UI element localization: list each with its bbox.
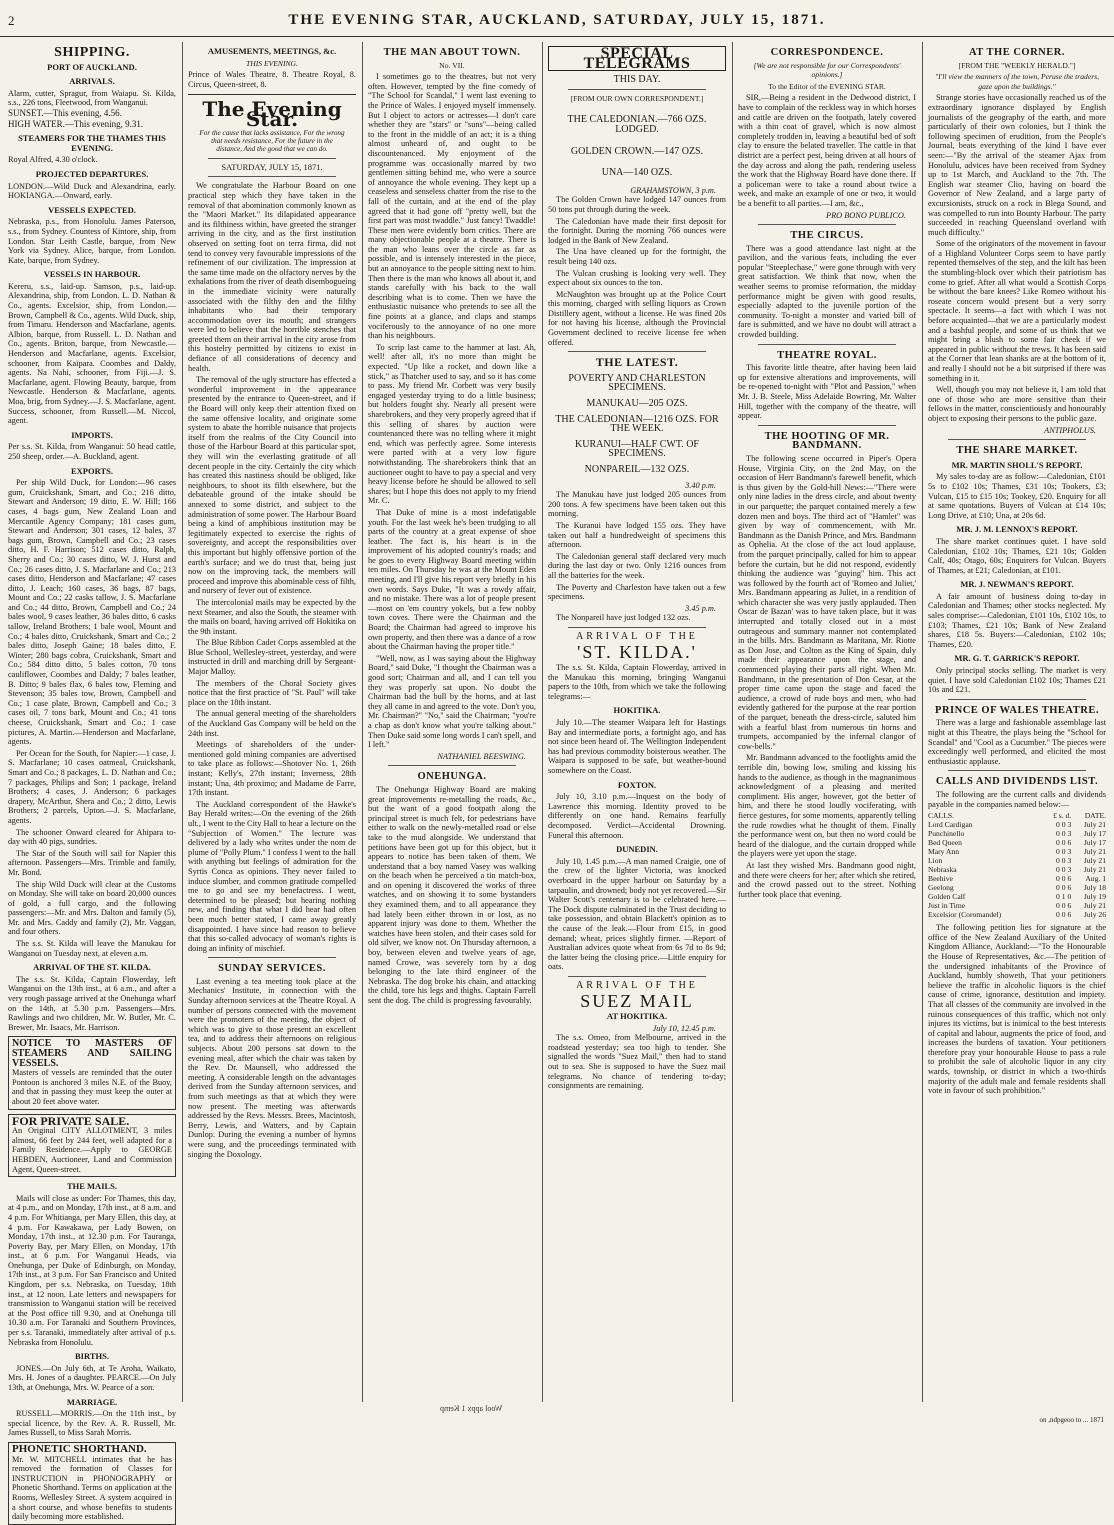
amount-cell: 0 0 6: [1056, 874, 1072, 884]
circus-title: THE CIRCUS.: [790, 230, 864, 242]
st-kilda-headline: 'ST. KILDA.': [577, 641, 697, 662]
telegram-para-3: The Una have cleaned up for the fortnight, the result being 140 ozs.: [548, 247, 726, 266]
corner-title: AT THE CORNER.: [969, 47, 1065, 58]
man-para-1: I sometimes go to the theatres, but not very often. However, tempted by the fine comedy of "The School for Scandal," I went last evening to the Prince of Wales. I enjoyed myself immensely. But I object to actors or actresses—I don't care whether they are "stars" or "suns"—being called to the front in the middle of an act; it is a thing almost unheard of, and ought to be discountenanced. My enjoyment of the programme was occasionally marred by two gentlemen sitting behind me, who were a source of annoyance the whole evening. They kept up a ceaseless and senseless chatter from the rise to the fall of the curtain, and at the end of the play agreed that it had gone off "pretty well, but the first part was most twaddle." Just fancy! Twaddle! These men were evidently born critics. There are many objectionable people at a theatre. There is the man who leans over the circle as far as possible, and is intensely interested in the piece, but an annoyance to the people sitting next to him. Then there is the man who knows all about it, and stands carefully with his back to the wall describing what is to come. Then we have the enthusiastic nuisance who pretends to see all the fine points at a glance, and claps and stamps vociferously to the annoyance of no one more than his neighbours.: [368, 72, 536, 341]
corner-quote: "I'll view the manners of the town, Peruse the traders, gaze upon the buildings.": [934, 72, 1100, 91]
page-number: 2: [8, 13, 15, 28]
arrival-kilda-text: The s.s. St. Kilda, Captain Flowerday, left Wanganui on the 13th inst., at 6 a.m., and after a very rough passage arrived at the Onehunga wharf on the 14th, at 5.30 p.m. Passengers—Mrs. Rawlings and two children, Mr. W. Butler, Mr. C. Brewer, Mr. Isaacs, Mr. Harrison.: [8, 974, 176, 1032]
suez-date: July 10, 12.45 p.m.: [652, 1023, 716, 1033]
letter-text: SIR,—Being a resident in the Dedwood district, I have to complain of the reckless way in which horses and cattle are driven on the footpath, lately covered with a thin coat of gravel, which is now almost completely trodden in, leaving a beautiful bed of soft clay to ensure the belated traveller. The cattle in that district are a perfect pest, being driven at all hours of the day across and along the path, rendering useless the work that the Highway Board have done there. If a policeman were to take a round about twice a week, and make an example of one or two, it would be a benefit to all parties.—I am, &c.,: [738, 93, 916, 208]
table-row: [928, 865, 1106, 874]
column-rule: [542, 42, 543, 1402]
masthead-rule: [0, 36, 1114, 37]
high-water-text: HIGH WATER.—This evening, 9.31.: [8, 118, 144, 129]
company-cell: Bed Queen: [928, 838, 962, 848]
from-correspondent: [FROM OUR OWN CORRESPONDENT.]: [570, 93, 704, 103]
latest-para-3: The Caledonian general staff declared very much during the last day or two. Only 1216 ounces from all the batteries for the week.: [548, 551, 726, 580]
amusements-title: AMUSEMENTS, MEETINGS, &c.: [207, 46, 337, 56]
date-cell: July 18: [1083, 883, 1106, 893]
amount-cell: 0 0 6: [1056, 901, 1072, 911]
onehunga-title: ONEHUNGA.: [417, 771, 487, 783]
latest-para-1: The Manukau have just lodged 205 ounces from 200 tons. A few specimens have been taken out this morning.: [548, 490, 726, 519]
calls-header-cell: DATE.: [1084, 811, 1106, 821]
hokitika-text: July 10.—The steamer Waipara left for Hastings Bay and intermediate ports, a fortnight ago, and has not since been heard of. The Wellington Independent has had previous commodity boisterous weather. The Waipara is supposed to be safe, but weather-bound somewhere on the Coast.: [548, 718, 726, 776]
editorial-para-1: We congratulate the Harbour Board on one practical step which they have taken in the removal of that abomination commonly known as the "Maori Market." Its dilapidated appearance and its filthiness within, have greeted the stranger arriving in the city, and as the first institution observed on setting foot on terra firma, did not tend to convey very favourable impressions of the refinement of our civilization. The impression at the same time made on the olfactory nerves by the exhalations from the river of death disembogueing in the immediate vicinity were naturally associated with the filthy den and the filthy inhabitants who had their temporary accommodation over its mouth; and strangers were led to believe that the horrible stenches that greeted them on their arrival in the city arose from this hostelry permitted by citizens to exist in defiance of all considerations of decency and health.: [188, 181, 356, 373]
suez-mail-headline: SUEZ MAIL: [580, 990, 694, 1011]
column-telegrams: [544, 42, 730, 1402]
amount-cell: 0 0 3: [1056, 865, 1072, 875]
notice-masters-ad: [8, 1036, 176, 1109]
expected-text: Nebraska, p.s., from Honolulu. James Paterson, s.s., from Sydney. Countess of Kintore, ship, from London. Star Leith Castle, barque, from New York via Sydney. Alice, barque, from London. Kate, barque, from Sydney.: [8, 217, 176, 265]
hooting-text-2: Mr. Bandmann advanced to the footlights amid the terrible din, bowing low, smiling and kissing his hands to the audience, as though in the magnanimous acknowledgment of a pleasing and merited compliment. His anger, however, got the better of him, and there he stood loudly vociferating, with fierce gestures, for some moments, apparently telling the rude rowdies what he thought of them. Finally the performance went on, but then no word could be heard of the dialogue, and the curtain dropped while the players were yet upon the stage.: [738, 753, 916, 859]
shipping-news-2: The Star of the South will sail for Napier this afternoon. Passengers—Mrs. Trimble and family, Mr. Bond.: [8, 848, 176, 877]
hooting-text-3: At last they wished Mrs. Bandmann good night, and there were cheers for her; after which she retired, and the crowd passed out to the street. Nothing further took place that evening.: [738, 860, 916, 899]
headline-manukau: MANUKAU—205 OZS.: [586, 398, 688, 410]
paper-motto: For the cause that lacks assistance, For the wrong that needs resistance, For the future in the distance, And the good that we can do.: [199, 128, 345, 154]
editorial-para-5: The members of the Choral Society gives notice that the first practice of "St. Paul" will take place on the 18th instant.: [188, 678, 356, 707]
column-correspondence: [734, 42, 920, 1402]
editorial-para-7: Meetings of shareholders of the under-mentioned gold mining companies are advertised to take place as follows:—Shotover No. 1, 26th instant; Kelly's, 27th instant; Inverness, 28th instant; Una, 4th proximo; and Madame de Farre, 17th instant.: [188, 740, 356, 798]
table-row: [928, 883, 1106, 892]
imports-title: IMPORTS.: [71, 429, 113, 440]
calls-table: [928, 811, 1106, 919]
column-shipping: [4, 42, 180, 1522]
company-cell: Excelsior (Coromandel): [928, 910, 1002, 920]
marriage-title: MARRIAGE.: [66, 1396, 118, 1407]
divider: [948, 699, 1086, 700]
man-para-2: To scrip last came to the hammer at last. Ah, well! after all, it's no more than might be expected. "Up like a rocket, and down like a stick," as Thatcher used to say, and so it has come to pass. My friend Mr. Corbett was very busily engaged yesterday trying to do a little business; but holders fought shy. Nearly all present were sharebrokers, and they very properly agreed that if this selling of shares by auction were countenanced there was no telling where it might end, which was perfectly agree. Some interests were parted with at a very low figure notwithstanding. The sharebrokers think that an auctioneer ought to have to pay a special and very heavy license before he should be allowed to sell shares; but I hope this does not apply to my friend Mr. C.: [368, 342, 536, 506]
column-rule: [362, 42, 363, 1402]
to-editor: To the Editor of the EVENING STAR.: [768, 81, 886, 91]
suez-arrival-label: ARRIVAL OF THE: [576, 979, 698, 991]
correspondence-title: CORRESPONDENCE.: [770, 47, 884, 58]
headline-poverty: POVERTY AND CHARLESTON SPECIMENS.: [568, 372, 706, 394]
column-corner: [924, 42, 1110, 1402]
table-row: [928, 820, 1106, 829]
column-man-about-town: [364, 42, 540, 1402]
sunday-services-text: Last evening a tea meeting took place at the Mechanics' Institute, in connection with the Sunday afternoon services at the Theatre Royal. A number of persons connected with the movement were the promoters of the meeting, the object of which was to give to those present an excellent tea, and to address their afternoons on religious subjects. About 200 persons sat down to the evening meal, after which the chair was taken by the Rev. Dr. Maunsell, who addressed the meeting. A considerable length on the advantages derived from the Sunday afternoon services, and from such meetings as that at which they were now present. The meeting was afterwards addressed by the Revs. Messrs. Brees, Macintosh, Berry, Lewis, and Watters, and by Captain Dunlop. During the evening a number of hymns were sung, and the proceedings terminated with singing the Doxology.: [188, 976, 356, 1159]
projected-text: LONDON.—Wild Duck and Alexandrina, early. HOKIANGA.—Onward, early.: [8, 181, 176, 201]
date-cell: July 17: [1083, 829, 1106, 839]
telegram-para-5: McNaughton was brought up at the Police Court this morning, charged with selling liquors as Crown Distillery agent, without a license. He was fined 20s for not having his license, although the Provincial Government declined to receive license fee when offered.: [548, 289, 726, 347]
harbour-text: Kereru, s.s., laid-up. Samson, p.s., laid-up. Alexandrina, ship, from London. L. D. Nathan & Co., agents. Excelsior, ship, from London.—Brown, Campbell & Co., agents. Wild Duck, ship, from Timaru. Henderson and Macfarlane, agents. Albion, barque, from Russell. L. D. Nathan and Co., agents. Briton, barque, from Newcastle.—Henderson and Macfarlane, agents. Excelsior, schooner, from Kaipara. Coombes and Daldy, agents. Na Nahi, schooner, from Fiji.—J. S. Macfarlane, agent. Flowing Beauty, barque, from Newcastle. Henderson & Macfarlane, agents. Moa, brig, from Sydney.—J. S. Macfarlane, agent. Success, schooner, from Russell.—M. Niccol, agent.: [8, 281, 176, 426]
telegram-para-1: The Golden Crown have lodged 147 ounces from 50 tons put through during the week.: [548, 195, 726, 214]
expected-title: VESSELS EXPECTED.: [48, 204, 136, 215]
corner-para-1: Strange stories have occasionally reached us of the extraordinary ignorance displayed by English journalists of the geography of the earth, and more particularly of their own colonies, but I think the following specimen of erudition, from the People's Journal, beats everything of the kind I have ever seen:—"By the arrival of the steamer Ajax from Honolulu, advices have been received from Sydney up to 1st March, and Auckland to the 7th. The English war steamer Clio, having on board the Governor of New Zealand, and a large party of excursionists, struck on a rock in Blega Sound, and was compelled to run into Bounty Harbour. The party succeeded in reaching Queensland overland with much difficulty.": [928, 93, 1106, 237]
table-row: [928, 901, 1106, 910]
table-row: [928, 874, 1106, 883]
man-para-3: That Duke of mine is a most indefatigable youth. For the last week he's been trudging to all parts of the country at a great expense of shoe leather. The fact is, his heart is in the improvement of his adopted country's roads; and he goes to every Highway Board meeting within ten miles. On Thursday he was at the Mount Eden meeting, and I'll give his report very briefly in his own words. Says Duke, "It was a rowdy affair, and no mistake. There was a lot of people present—most on 'em country yokels, but a few nobby town coves. There were the Chairman and the Board; the Chairman had agreed to improve his own property, and then there was a dance of a row about the Chairman having the proper title.": [368, 507, 536, 652]
man-about-town-title: THE MAN ABOUT TOWN.: [383, 47, 521, 58]
calls-intro: The following are the current calls and dividends payable in the companies named below:—: [928, 789, 1106, 809]
phonetic-body: Mr. W. MITCHELL intimates that he has removed the formation of Classes for INSTRUCTION in PHONOGRAPHY or Phonetic Shorthand. Terms on application at the Rooms, Wellesley Street. A system acquired in a short course, and whose benefits to students daily becoming more established.: [12, 1454, 172, 1522]
company-cell: Just in Time: [928, 901, 966, 911]
special-telegrams-banner: SPECIAL TELEGRAMS: [548, 46, 726, 71]
time-stamp-1: 3.40 p.m.: [685, 480, 716, 490]
company-cell: Beehive: [928, 874, 953, 884]
divider: [568, 627, 706, 628]
company-cell: Geelong: [928, 883, 954, 893]
date-cell: Aug. 1: [1085, 874, 1106, 884]
marriage-text: RUSSELL—MORRIS.—On the 11th inst., by special licence, by the Rev. A. R. Russell, Mr. James Russell, to Miss Sarah Morris.: [8, 1409, 176, 1438]
sunset-text: SUNSET.—This evening, 4.56.: [8, 107, 122, 118]
headline-caledonian: THE CALEDONIAN.—766 OZS. LODGED.: [567, 114, 707, 135]
share-report-1: My sales to-day are as follow:—Caledonian, £101 5s to £102 10s; Thames, £31 10s; Tookers, £3; Vulcan, £15 to £15 10s; Tookey, £20. Enquiry for all at same quotations. Buyers of Vulcan at £14 10s; Long Drive, at £10; Una, at 20s 6d.: [928, 472, 1106, 520]
headline-kuranui: KURANUI—HALF CWT. OF SPECIMENS.: [575, 438, 699, 460]
man-signature: NATHANIEL BEESWING.: [437, 751, 526, 761]
editorial-para-4: The Blue Ribbon Cadet Corps assembled at the Blue School, Wellesley-street, yesterday, and were instructed in drill and marching drill by Sergeant-Major Malloy.: [188, 638, 356, 677]
harbour-title: VESSELS IN HARBOUR.: [43, 269, 141, 280]
share-market-title: THE SHARE MARKET.: [956, 445, 1078, 457]
masthead: [0, 0, 1114, 40]
date-cell: July 21: [1083, 856, 1106, 866]
exports-text: Per ship Wild Duck, for London:—96 cases gum, Cruickshank, Smart, and Co.; 216 ditto, Stewart and Anderson; 19 ditto, E. W. Hill; 166 cases, 4 bags gum, New Zealand Loan and Mercantile Agency Company; 181 cases gum, Stewart and Anderson; 301 cases, 12 bales, 37 bags gum, Brown, Campbell and Co.; 23 cases ditto, H. F. Harrison; 512 cases ditto, Ralph, Sherry and Co.; 30 cases ditto, W. J. Hurst and Co.; 26 cases ditto, J. S. Macfarlane and Co.; 213 cases ditto, Henderson and Macfarlane; 47 cases ditto, J. Leach; 160 cases, 36 bags, 87 bags, Mount and Co.; 22 casks tallow, J. S. Macfarlane and Co.; 44 ditto, Brown, Campbell and Co.; 24 bales wool, 9 cases leather, 36 bales ditto, 6 casks tallow, Ireland Brothers; 1 bale wool, Mount and Co.; 4 bales ditto, Cruickshank, Smart and Co.; 2 bales ditto, Joseph Gaine; 18 bales ditto, F. Winter; 280 bags cobra, Cruickshank, Smart and Co.; 584 ditto ditto, 5 bales cotton, 70 tons cauliflower, Coombes and Daldy; 7 bales leather, B. Ditto; 9 bales flax, 6 bales tow, Fleming and Stevenson; 35 bales tow, Brown, Campbell and Co.; 1 case plate, Brown, Campbell and Co.; 3 cases oil, 7 tons bark, Mount and Co.; 41 tons cheese, Cruickshank, Smart and Co.; 1 case pictures, A. Martin.—Henderson and Macfarlane, agents.: [8, 478, 176, 747]
amusements-text: Prince of Wales Theatre, 8. Theatre Royal, 8. Circus, Queen-street, 8.: [188, 70, 356, 89]
table-row: [928, 847, 1106, 856]
divider: [568, 351, 706, 352]
private-sale-ad: [8, 1114, 176, 1178]
private-sale-head: FOR PRIVATE SALE.: [12, 1113, 130, 1128]
shipping-news-3: The ship Wild Duck will clear at the Customs on Monday. She will take on board 20,000 ounces of gold, a full cargo, and the following passengers:—Mr. and Mrs. Dalton and family (5), Mr. and Mrs. Caddy and family (2), Mr. Vaggan, and four others.: [8, 879, 176, 937]
column-rule: [182, 42, 183, 1402]
shipping-news-4: The s.s. St. Kilda will leave the Manukau for Wanganui on Tuesday next, at eleven a.m.: [8, 939, 176, 958]
dunedin-text: July 10, 1.45 p.m.—A man named Craigie, one of the crew of the lighter Victoria, was knocked overboard in the upper harbour on Saturday by a tarpaulin, and drowned; body not yet recovered.—Sir Walter Scott's centenary is to be celebrated here.—The Dock dispute culminated in the Trust deciding to take possession, and obtain Blackett's opinion as to the cause of the leak.—Flour from £15, in good demand; wheat, prices slightly firmer. —Report of Australian advices quote wheat from 6s 7d to 8s 9d; the latter being the closing price.—Little enquiry for oats.: [548, 856, 726, 972]
divider: [948, 439, 1086, 440]
table-row: [928, 892, 1106, 901]
column-rule: [732, 42, 733, 1402]
share-report-2: The share market continues quiet. I have sold Caledonian, £102 10s; Thames, £21 10s; Golden Calf, 40s; Otago, 60s; Enquirers for Vulcan. Buyers of Thames, at £21; Caledonian, at £101.: [928, 536, 1106, 575]
amount-cell: 0 0 6: [1056, 883, 1072, 893]
amount-cell: 0 0 3: [1056, 856, 1072, 866]
table-row: [928, 856, 1106, 865]
sunday-services-title: SUNDAY SERVICES.: [218, 963, 326, 975]
headline-golden-crown: GOLDEN CROWN.—147 OZS.: [570, 145, 704, 157]
divider: [208, 158, 336, 159]
hokitika-title: HOKITIKA.: [613, 705, 661, 716]
private-sale-body: An Original CITY ALLOTMENT, 3 miles almost, 66 feet by 244 feet, well adapted for a Family Residence.—Apply to GEORGE HEBDEN, Auctioneer, Land and Commission Agent, Queen-street.: [12, 1126, 172, 1174]
headline-una: UNA—140 OZS.: [601, 167, 673, 179]
amount-cell: 0 0 3: [1056, 829, 1072, 839]
this-day-label: THIS DAY.: [613, 74, 661, 86]
at-hokitika-label: AT HOKITIKA.: [606, 1011, 668, 1022]
corner-para-3: Well, though you may not believe it, I am told that one of those who are more sensitive than their fellows in the matter, conscientiously and honourably object to exposing their persons to the public gaze.: [928, 385, 1106, 423]
latest-para-4: The Poverty and Charleston have taken out a few specimens.: [548, 582, 726, 602]
port-title: PORT OF AUCKLAND.: [47, 61, 137, 72]
mails-text: Mails will close as under: For Thames, this day, at 4 p.m., and on Monday, 17th inst., at 8 a.m. and 4 p.m. For Whitianga, per Mary Ellen, this day, at 4 p.m. For Kawakawa, per Lady Bowen, on Monday, 17th inst., at 12.30 p.m. For Tauranga, Poverty Bay, per Mary Ellen, on Monday, 17th inst., at 6 p.m. For Wanganui Heads, via Onehunga, per Duke of Edinburgh, on Monday, 17th inst., at 3 p.m. For San Francisco and United Kingdom, per s.s. Nebraska, on Tuesday, 18th inst., at 12 noon. Late letters and newspapers for transmission to Wanganui station will be received at the Post office till 9.30, and at Onehunga till 10.30 a.m. For Taranaki and Southern Provinces, per s.s. Taranaki, immediately after arrival of p.s. Nebraska from Honolulu.: [8, 1193, 176, 1347]
hooting-text-1: The following scene occurred in Piper's Opera House, Virginia City, on the 2nd May, on the occasion of Herr Bandmann's farewell benefit, which is thus given by the Gold-hill News:—"There were only nine ladies in the dress circle, and about twenty in our parquette; the parquet contained merely a few dozen men and boys. The third act of "Hamlet" was given by way of commencement, with Mr. Bandmann as the Danish Prince, and Mrs. Bandmann as Ophelia. At the close of the act loud applause, from the parquet principally, called for him to appear before the curtain, but he did not respond, evidently thinking the audience was "guying" him. This act was followed by the fourth act of 'Romeo and Juliet,' Mrs. Bandmann appearing as Juliet, in a rendition of which character she was very justly applauded. Then Oscar de Bazan' was to have taken place, but it was interrupted and totally closed out in a most outrageous and summary manner not contemplated in the bills. Mrs. Bandmann as Maritana, Mr. Riotte as Don Jose, and Colton as the King of Spain, duly made their appearance upon the stage, and commenced playing their parts all right. When Mr. Bandmann, in the presentation of Don Cesar, at the proper time came upon the stage and faced the audience, a crowd of rude boys and men, who had evidently gathered for the purpose at the rear portion of the parquet, beneath the dress-circle, saluted him with a fearful blast from numerous tin horns and trumpets, accompanied by the infernal clangor of cow-bells.": [738, 453, 916, 751]
corner-signature: ANTIPHOLUS.: [1044, 425, 1096, 435]
man-about-town-number: No. VII.: [439, 60, 465, 70]
divider: [758, 425, 896, 426]
correspondence-note: [We are not responsible for our Correspondents' opinions.]: [753, 60, 901, 80]
amount-cell: 0 0 3: [1056, 847, 1072, 857]
company-cell: Mary Ann: [928, 847, 960, 857]
divider: [568, 89, 706, 90]
share-report-1-title: MR. MARTIN SHOLL'S REPORT.: [951, 459, 1083, 470]
table-row: [928, 838, 1106, 847]
editorial-para-8: The Auckland correspondent of the Hawke's Bay Herald writes:—On the evening of the 26th ult., I went to the City Hall to hear a lecture on the "Subjection of Women." The lecture was delivered by a lady who writes under the nom de plume of "Polly Plum." I confess I went to the hall with anything but feelings of admiration for the Syrtis Conca as opinions. They never failed to induce slumber, and common gratitude compelled me to go and see my benefactress. I went, determined to be pleased; but hearing nothing new, and finding that what I did hear had often been much better stated, I came away greatly disappointed. I have since had reason to believe that this so-called advocacy of woman's rights is doing an infinity of mischief.: [188, 799, 356, 953]
share-report-3-title: MR. J. NEWMAN'S REPORT.: [960, 579, 1074, 590]
show-through-text: Wool appx 1 Kemp: [440, 1404, 503, 1413]
table-row: [928, 910, 1106, 919]
calls-table-header: [928, 811, 1106, 820]
notice-masters-body: Masters of vessels are reminded that the outer Pontoon is anchored 3 miles N.E. of the Buoy, and that in passing they must keep the outer at about 20 feet above water.: [12, 1068, 172, 1106]
company-cell: Lord Cardigan: [928, 820, 973, 830]
man-para-4: "Well, now, as I was saying about the Highway Board," said Duke, "I thought the Chairman was a good sort; Chairman and all, and I can tell you they was properly sat upon. No doubt the Chairman had the bull by the horns, and at last they all came in and agreed to the vote. Don't you, Mr. Chairman?" "No," said the Chairman; "you're a chap as don't know what you're talking about." Then Duke said some long words I can't spell, and I left.": [368, 653, 536, 750]
editorial-para-2: The removal of the ugly structure has effected a wonderful improvement in the appearance presented by the entrance to Queen-street, and if the Board will only keep their attention fixed on the same offensive locality, and originate some system to abate the horrible nuisance that projects itself from the realms of the City Council into those of the Harbour Board at this particular spot, they will win the everlasting gratitude of all decent people in the city. Certainly the city which has created this nastiness should be obliged, like neighbours, to shoot its filth elsewhere, but the debateable ground of the intake should be annexed to some district, and subject to the administration of some power. The Harbour Board being a kind of amphibious institution may be legitimately expected to exercise the rights of sovereignty, and accept the responsibilities over this important but highly offensive portion of the earth's surface; and we do trust that, being just now on the improving tack, the members will proceed and improve this abominable cess of filth, and nursery of fever out of existence.: [188, 375, 356, 596]
company-cell: Nebraska: [928, 865, 957, 875]
column-editorial: [184, 42, 360, 1402]
divider: [188, 94, 356, 95]
latest-title: THE LATEST.: [595, 355, 679, 370]
shipping-news-1: The schooner Onward cleared for Ahipara to-day with 40 pigs, sundries.: [8, 827, 176, 847]
suez-text: The s.s. Omeo, from Melbourne, arrived in the roadstead yesterday; sea too high to tender. She signalled the words "Suez Mail," then had to stand out to sea. She is supposed to have the Suez mail telegrams. No chance of tendering to-day; consignments are remaining.: [548, 1033, 726, 1091]
corner-para-2: Some of the originators of the movement in favour of a Highland Volunteer Corps seem to have partly repented themselves of the step, and the kilt has been the stumbling-block over which their patriotism has come to grief. After all what would a Scottish Corps be without the bare knees? Like Romeo without his roseate concern would present but a very sorry spectacle. It seems—a fact with which I was not before acquainted—that we are a particularly modest and a bashful people, and some of us think that we might bring a blush to some fair cheek if we appeared in public without the trews. It has been said at the Corner that lean shanks are at the bottom of it, and really I should not be a bit surprised if there was something in it.: [928, 239, 1106, 383]
imports-text: Per s.s. St. Kilda, from Wanganui: 50 head cattle, 250 sheep, order.—A. Buckland, agent.: [8, 442, 176, 461]
date-cell: July 19: [1083, 892, 1106, 902]
corner-source: [FROM THE "WEEKLY HERALD."]: [958, 60, 1076, 70]
notice-masters-head: NOTICE TO MASTERS OF STEAMERS AND SAILING VESSELS.: [12, 1038, 172, 1069]
share-report-4: Only principal stocks selling. The market is very quiet. I have sold Caledonian £102 10s; Thames £21 10s and £21.: [928, 666, 1106, 695]
date-cell: July 21: [1083, 865, 1106, 875]
exports-title: EXPORTS.: [71, 465, 113, 476]
share-report-2-title: MR. J. M. LENNOX'S REPORT.: [956, 524, 1078, 535]
theatre-royal-text: This favorite little theatre, after having been laid up for extensive alterations and improvements, will be re-opened to-night with "Plot and Passion," when Mr. J. B. Steele, Miss Adelaide Bowring, Mr. Walter Hill, together with the company of the theatre, will appear.: [738, 363, 916, 421]
theatre-royal-title: THEATRE ROYAL.: [777, 349, 877, 361]
column-rule: [922, 42, 923, 1402]
headline-caledonian-week: THE CALEDONIAN—1216 OZS. FOR THE WEEK.: [555, 413, 719, 435]
amount-cell: 0 1 0: [1056, 892, 1072, 902]
share-report-3: A fair amount of business doing to-day in Caledonian and Thames; other stocks neglected. My sales comprise:—Caledonian, £101 10s, £102 10s, to £103; Thames, £21 10s; Bank of New Zealand shares, £18 5s. Buyers:—Caledonian, £102 10s; Thames, £20.: [928, 591, 1106, 649]
amount-cell: 0 0 6: [1056, 838, 1072, 848]
date-cell: July 21: [1083, 847, 1106, 857]
calls-header-cell: £ s. d.: [1053, 811, 1072, 821]
date-cell: July 17: [1083, 838, 1106, 848]
steamers-text: Royal Alfred, 4.30 o'clock.: [8, 155, 98, 165]
mails-title: THE MAILS.: [66, 1181, 118, 1192]
amount-cell: 0 0 6: [1056, 910, 1072, 920]
divider: [388, 765, 516, 766]
company-cell: Lion: [928, 856, 943, 866]
telegram-para-4: The Vulcan crushing is looking very well. They expect about six ounces to the ton.: [548, 268, 726, 288]
arrivals-title: ARRIVALS.: [69, 76, 115, 87]
divider: [948, 770, 1086, 771]
calls-header-cell: CALLS.: [928, 811, 954, 821]
share-report-4-title: MR. G. T. GARRICK'S REPORT.: [954, 653, 1080, 664]
telegram-para-2: The Caledonian have made their first deposit for the fortnight. During the morning 766 ounces were lodged in the Bank of New Zealand.: [548, 216, 726, 245]
bleed-through-text: on ,ndpgeoo to ... 1871: [1039, 1416, 1104, 1424]
calls-dividends-title: CALLS AND DIVIDENDS LIST.: [935, 776, 1099, 788]
amusements-sub: THIS EVENING.: [246, 58, 298, 68]
kilda-intro: The s.s. St. Kilda, Captain Flowerday, arrived in the Manukau this morning, bringing Wanganui papers to the 10th, from which we take the following telegrams:—: [548, 663, 726, 701]
projected-title: PROJECTED DEPARTURES.: [35, 168, 149, 179]
amount-cell: 0 0 3: [1056, 820, 1072, 830]
steamers-title: STEAMERS FOR THE THAMES THIS EVENING.: [18, 133, 166, 153]
arrivals-text: Alarm, cutter, Spragur, from Waiapu. St. Kilda, s.s., 226 tons, Fleetwood, from Wanganui.: [8, 88, 176, 108]
divider: [208, 176, 336, 177]
latest-para-5: The Nonpareil have just lodged 132 ozs.: [556, 613, 691, 623]
foxton-title: FOXTON.: [617, 779, 657, 790]
paper-nameplate: The Evening Star.: [202, 97, 342, 131]
editorial-para-3: The intercolonial mails may be expected by the next Steamer, and also the South, the steamer with the mails on board, having arrived off Hokitika on the 9th instant.: [188, 597, 356, 636]
divider: [758, 344, 896, 345]
arrival-of-label: ARRIVAL OF THE: [576, 630, 698, 642]
divider: [568, 976, 706, 977]
latest-para-2: The Kuranui have lodged 155 ozs. They have taken out half a hundredweight of specimens this afternoon.: [548, 520, 726, 550]
headline-nonpareil: NONPAREIL—132 OZS.: [584, 464, 690, 475]
petition-text: The following petition lies for signature at the office of the New Zealand Auxiliary of the United Kingdom Alliance, Auckland:—"To the Honourable the House of Representatives, &c.—The petition of the undersigned inhabitants of the Province of Auckland, humbly showeth, That your petitioners believe the traffic in alcoholic liquors is the chief cause of crime, ignorance, destitution and impiety. That all classes of the community are involved in the ruinous consequences of this traffic, which not only injures its victims, but is inimical to the best interests of capital and labour, augments the price of food, and increases the burdens of taxation. Your petitioners therefore pray your honourable House to pass a rule to prohibit the sale of alcoholic liquor in any city wards, township, or district in which a two-thirds majority of the adult male and female residents shall vote in favour of such prohibition.": [928, 923, 1106, 1096]
phonetic-ad: [8, 1442, 176, 1525]
circus-text: There was a good attendance last night at the pavilion, and the various feats, including the ever popular "Steeplechase," were gone through with very great satisfaction. We think that now, when the weather seems to promise reformation, the midday performance might be given with good results, especially adapted to the juvenile portion of the community. To-night a monster and varied bill of fare is submitted, and we have no doubt will attract a crowded building.: [738, 243, 916, 340]
dateline-grahamstown: GRAHAMSTOWN, 3 p.m.: [630, 185, 716, 195]
divider: [758, 224, 896, 225]
exports-text-2: Per Ocean for the South, for Napier:—1 case, J. S. Macfarlane; 10 cases oatmeal, Cruickshank, Smart and Co.; 8 packages, L. D. Nathan and Co.; 7 packages, Philips and Son; 1 package, Ireland Brothers; 4 cases, J. Anderson; 6 packages drapery, McArthur, Shera and Co.; 2 ditto, Lewis Brothers; 2 parcels, Upton.—J. S. Macfarlane, agents.: [8, 748, 176, 825]
editorial-date: SATURDAY, JULY 15, 1871.: [221, 161, 323, 172]
time-stamp-2: 3.45 p.m.: [685, 603, 716, 613]
company-cell: Punchinello: [928, 829, 965, 839]
hooting-title: THE HOOTING OF MR. BANDMANN.: [764, 430, 890, 452]
onehunga-text: The Onehunga Highway Board are making great improvements re-metalling the roads, &c., but the want of a good footpath along the principal street is much felt, for pedestrians have either to walk on the newly-metalled road or else take to the mud alongside. We understand that petitions have been got up for this object, but it appears to notice has been taken of them. We understand that a boy named Vasey was walking on the beach when he perceived a tin match-box, and on opening it discovered the works of three watches, and on showing it to some bystanders they examined them, and to all appearance they had lately been either thrown in or lost, as no apparent injury was done to them. Whether the watches have been stolen, and their cases sold for old silver, we know not. On Thursday afternoon, a boy, between eleven and twelve years of age, named Crowe, was severely torn by a dog belonging to the late third engineer of the Nebraska. The dog broke his chain, and attacking the child, tore his legs and thighs. Captain Farrell sent the dog. The child is progressing favourably.: [368, 784, 536, 1005]
phonetic-head: PHONETIC SHORTHAND.: [12, 1442, 147, 1455]
masthead-title: THE EVENING STAR, AUCKLAND, SATURDAY, JULY 15, 1871.: [288, 12, 826, 28]
letter-signature: PRO BONO PUBLICO.: [826, 210, 906, 220]
divider: [208, 957, 336, 958]
births-title: BIRTHS.: [75, 1351, 109, 1362]
company-cell: Golden Calf: [928, 892, 966, 902]
dunedin-title: DUNEDIN.: [616, 844, 658, 855]
editorial-para-6: The annual general meeting of the shareholders of the Auckland Gas Company will be held on the 24th inst.: [188, 709, 356, 738]
foxton-text: July 10, 3.10 p.m.—Inquest on the body of Lawrence this morning. Identity proved to be differently on one hand. Remains fearfully decomposed. Verdict—Accidental Drowning. Funeral this afternoon.: [548, 792, 726, 840]
prince-of-wales-text: There was a large and fashionable assemblage last night at this Theatre, the plays being the "School for Scandal" and "Cool as a Cucumber." The pieces were exceedingly well performed, and elicited the most enthusiastic applause.: [928, 718, 1106, 766]
date-cell: July 26: [1083, 910, 1106, 920]
arrival-kilda-title: ARRIVAL OF THE ST. KILDA.: [33, 962, 151, 973]
table-row: [928, 829, 1106, 838]
date-cell: July 21: [1083, 820, 1106, 830]
date-cell: July 21: [1083, 901, 1106, 911]
shipping-title: SHIPPING.: [54, 45, 130, 60]
prince-of-wales-title: PRINCE OF WALES THEATRE.: [935, 704, 1099, 716]
births-text: JONES.—On July 6th, at Te Aroha, Waikato, Mrs. H. Jones of a daughter. PEARCE.—On July 13th, at Onehunga, Mrs. W. Pearce of a son.: [8, 1363, 176, 1392]
